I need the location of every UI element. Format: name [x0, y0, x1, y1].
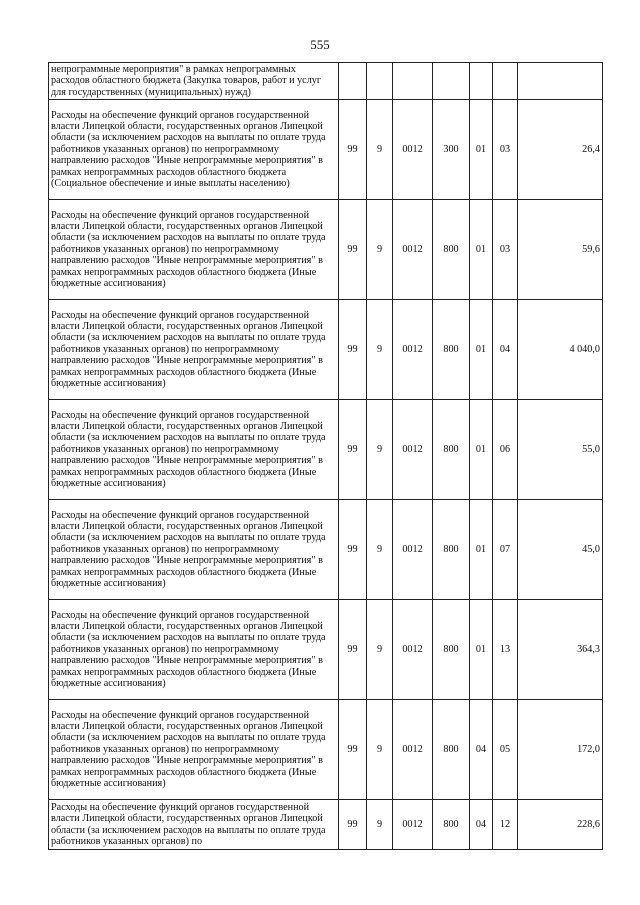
- code-direction: 0012: [393, 200, 433, 300]
- row-amount: 4 040,0: [518, 300, 603, 400]
- table-row: [49, 500, 603, 600]
- code-program: 99: [339, 600, 367, 700]
- table-row: [49, 63, 603, 100]
- code-subsection: 07: [493, 500, 518, 600]
- code-subsection: 12: [493, 800, 518, 850]
- table-row: [49, 600, 603, 700]
- code-subsection: [493, 63, 518, 100]
- code-direction: 0012: [393, 800, 433, 850]
- row-description: Расходы на обеспечение функций органов государственной власти Липецкой области, государственных органов Липецкой области (за исключением расходов на выплаты по оплате труда работников указанных органов) по непрограммному направлению расходов "Иные непрограммные мероприятия" в рамках непрограммных расходов областного бюджета (Иные бюджетные ассигнования): [49, 700, 339, 800]
- code-subsection: 13: [493, 600, 518, 700]
- row-description: Расходы на обеспечение функций органов государственной власти Липецкой области, государственных органов Липецкой области (за исключением расходов на выплаты по оплате труда работников указанных органов) по: [49, 800, 339, 850]
- code-program: 99: [339, 300, 367, 400]
- code-direction: [393, 63, 433, 100]
- code-subsection: 03: [493, 100, 518, 200]
- code-program: 99: [339, 400, 367, 500]
- table-row: [49, 700, 603, 800]
- row-description: Расходы на обеспечение функций органов государственной власти Липецкой области, государственных органов Липецкой области (за исключением расходов на выплаты по оплате труда работников указанных органов) по непрограммному направлению расходов "Иные непрограммные мероприятия" в рамках непрограммных расходов областного бюджета (Иные бюджетные ассигнования): [49, 500, 339, 600]
- code-direction: 0012: [393, 100, 433, 200]
- code-program: 99: [339, 800, 367, 850]
- table-row: [49, 300, 603, 400]
- code-subprogram: 9: [367, 700, 393, 800]
- code-expense-type: 800: [433, 800, 470, 850]
- code-subprogram: 9: [367, 100, 393, 200]
- code-expense-type: 800: [433, 500, 470, 600]
- row-amount: 172,0: [518, 700, 603, 800]
- code-section: [470, 63, 493, 100]
- budget-table-body: [49, 63, 603, 850]
- code-subsection: 05: [493, 700, 518, 800]
- code-subprogram: 9: [367, 300, 393, 400]
- code-expense-type: 300: [433, 100, 470, 200]
- code-section: 01: [470, 600, 493, 700]
- row-amount: 59,6: [518, 200, 603, 300]
- code-section: 01: [470, 300, 493, 400]
- code-subsection: 06: [493, 400, 518, 500]
- code-section: 01: [470, 400, 493, 500]
- code-direction: 0012: [393, 300, 433, 400]
- row-description: Расходы на обеспечение функций органов государственной власти Липецкой области, государственных органов Липецкой области (за исключением расходов на выплаты по оплате труда работников указанных органов) по непрограммному направлению расходов "Иные непрограммные мероприятия" в рамках непрограммных расходов областного бюджета (Иные бюджетные ассигнования): [49, 200, 339, 300]
- code-subsection: 03: [493, 200, 518, 300]
- code-subsection: 04: [493, 300, 518, 400]
- code-subprogram: 9: [367, 600, 393, 700]
- code-program: 99: [339, 700, 367, 800]
- table-row: [49, 800, 603, 850]
- row-amount: 26,4: [518, 100, 603, 200]
- code-expense-type: [433, 63, 470, 100]
- row-description: непрограммные мероприятия" в рамках непрограммных расходов областного бюджета (Закупка товаров, работ и услуг для государственных (муниципальных) нужд): [49, 63, 339, 100]
- code-subprogram: 9: [367, 800, 393, 850]
- code-subprogram: 9: [367, 400, 393, 500]
- code-section: 01: [470, 100, 493, 200]
- budget-table: [48, 62, 603, 850]
- table-row: [49, 400, 603, 500]
- row-description: Расходы на обеспечение функций органов государственной власти Липецкой области, государственных органов Липецкой области (за исключением расходов на выплаты по оплате труда работников указанных органов) по непрограммному направлению расходов "Иные непрограммные мероприятия" в рамках непрограммных расходов областного бюджета (Иные бюджетные ассигнования): [49, 400, 339, 500]
- row-description: Расходы на обеспечение функций органов государственной власти Липецкой области, государственных органов Липецкой области (за исключением расходов на выплаты по оплате труда работников указанных органов) по непрограммному направлению расходов "Иные непрограммные мероприятия" в рамках непрограммных расходов областного бюджета (Социальное обеспечение и иные выплаты населению): [49, 100, 339, 200]
- code-program: 99: [339, 100, 367, 200]
- code-section: 04: [470, 700, 493, 800]
- row-amount: [518, 63, 603, 100]
- code-direction: 0012: [393, 500, 433, 600]
- row-amount: 228,6: [518, 800, 603, 850]
- code-program: 99: [339, 200, 367, 300]
- code-direction: 0012: [393, 600, 433, 700]
- code-expense-type: 800: [433, 700, 470, 800]
- code-expense-type: 800: [433, 400, 470, 500]
- code-program: [339, 63, 367, 100]
- code-section: 04: [470, 800, 493, 850]
- code-direction: 0012: [393, 400, 433, 500]
- code-direction: 0012: [393, 700, 433, 800]
- row-description: Расходы на обеспечение функций органов государственной власти Липецкой области, государственных органов Липецкой области (за исключением расходов на выплаты по оплате труда работников указанных органов) по непрограммному направлению расходов "Иные непрограммные мероприятия" в рамках непрограммных расходов областного бюджета (Иные бюджетные ассигнования): [49, 300, 339, 400]
- row-amount: 55,0: [518, 400, 603, 500]
- code-subprogram: [367, 63, 393, 100]
- row-description: Расходы на обеспечение функций органов государственной власти Липецкой области, государственных органов Липецкой области (за исключением расходов на выплаты по оплате труда работников указанных органов) по непрограммному направлению расходов "Иные непрограммные мероприятия" в рамках непрограммных расходов областного бюджета (Иные бюджетные ассигнования): [49, 600, 339, 700]
- table-row: [49, 100, 603, 200]
- row-amount: 45,0: [518, 500, 603, 600]
- code-program: 99: [339, 500, 367, 600]
- table-row: [49, 200, 603, 300]
- code-section: 01: [470, 200, 493, 300]
- row-amount: 364,3: [518, 600, 603, 700]
- code-expense-type: 800: [433, 600, 470, 700]
- code-section: 01: [470, 500, 493, 600]
- code-subprogram: 9: [367, 200, 393, 300]
- code-subprogram: 9: [367, 500, 393, 600]
- code-expense-type: 800: [433, 300, 470, 400]
- page-number: 555: [310, 37, 330, 52]
- code-expense-type: 800: [433, 200, 470, 300]
